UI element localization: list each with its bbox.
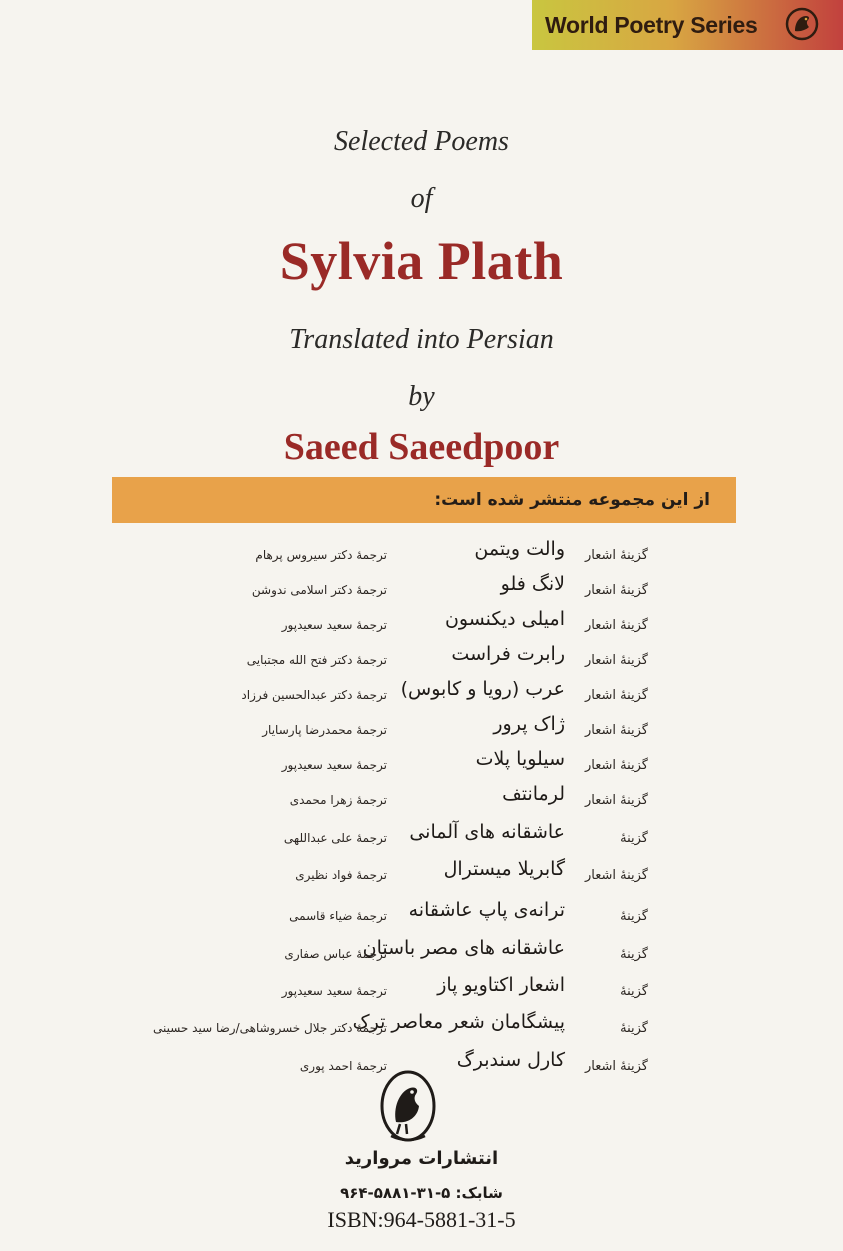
book-type: گزینهٔ (620, 984, 648, 999)
book-type: گزینهٔ (620, 947, 648, 962)
book-translator: ترجمهٔ سعید سعیدپور (281, 984, 387, 998)
book-translator: ترجمهٔ دکتر جلال خسروشاهی/رضا سید حسینی (152, 1021, 387, 1035)
series-badge (532, 0, 843, 50)
title-line-selected-poems: Selected Poems (334, 126, 509, 157)
book-type: گزینهٔ اشعار (584, 548, 648, 563)
book-translator: ترجمهٔ محمدرضا پارسایار (262, 723, 387, 737)
list-item (0, 713, 843, 749)
book-translator: ترجمهٔ دکتر عبدالحسین فرزاد (241, 688, 387, 702)
book-type: گزینهٔ اشعار (584, 758, 648, 773)
collection-header-bar (112, 477, 736, 523)
book-title: اشعار اکتاویو پاز (437, 974, 565, 996)
book-title: گابریلا میسترال (443, 858, 565, 880)
book-translator: ترجمهٔ عباس صفاری (284, 947, 387, 961)
bird-logo-icon (379, 1070, 437, 1150)
collection-header: از این مجموعه منتشر شده است: (434, 490, 710, 510)
list-item (0, 748, 843, 784)
book-translator: ترجمهٔ دکتر فتح الله مجتبایی (246, 653, 387, 667)
book-title: پیشگامان شعر معاصر ترک (352, 1011, 565, 1033)
book-title: والت ویتمن (474, 538, 565, 560)
isbn-persian: شابک: ۵-۳۱-۵۸۸۱-۹۶۴ (340, 1184, 503, 1202)
book-type: گزینهٔ اشعار (584, 868, 648, 883)
book-type: گزینهٔ (620, 831, 648, 846)
book-type: گزینهٔ اشعار (584, 583, 648, 598)
book-title: رابرت فراست (451, 643, 565, 665)
book-translator: ترجمهٔ احمد پوری (299, 1059, 387, 1073)
isbn-latin: ISBN:964-5881-31-5 (327, 1207, 516, 1232)
list-item (0, 538, 843, 574)
publisher-name: انتشارات مروارید (344, 1148, 499, 1169)
book-title: ترانه‌ی پاپ عاشقانه (408, 899, 565, 921)
book-type: گزینهٔ اشعار (584, 618, 648, 633)
book-title: عاشقانه های مصر باستان (362, 937, 565, 959)
list-item (0, 899, 843, 935)
author-name: Sylvia Plath (279, 231, 564, 291)
book-title: سیلویا پلات (475, 748, 565, 770)
list-item (0, 858, 843, 894)
book-translator: ترجمهٔ دکتر اسلامی ندوشن (251, 583, 387, 597)
bird-icon (785, 7, 819, 41)
book-type: گزینهٔ اشعار (584, 653, 648, 668)
book-type: گزینهٔ (620, 1021, 648, 1036)
list-item (0, 608, 843, 644)
book-translator: ترجمهٔ ضیاء قاسمی (289, 909, 387, 923)
book-translator: ترجمهٔ فواد نظیری (295, 868, 387, 882)
list-item (0, 974, 843, 1010)
title-line-of: of (410, 183, 433, 214)
book-title: لرمانتف (502, 783, 565, 805)
book-type: گزینهٔ (620, 909, 648, 924)
book-translator: ترجمهٔ سعید سعیدپور (281, 758, 387, 772)
book-title: عاشقانه های آلمانی (409, 821, 565, 843)
list-item (0, 678, 843, 714)
list-item (0, 783, 843, 819)
list-item (0, 937, 843, 973)
book-translator: ترجمهٔ علی عبداللهی (283, 831, 387, 845)
list-item (0, 821, 843, 857)
book-translator: ترجمهٔ سعید سعیدپور (281, 618, 387, 632)
title-line-translated: Translated into Persian (289, 324, 554, 355)
book-title: ژاک پرور (493, 713, 565, 735)
book-type: گزینهٔ اشعار (584, 688, 648, 703)
translator-name: Saeed Saeedpoor (283, 426, 560, 468)
book-translator: ترجمهٔ دکتر سیروس پرهام (255, 548, 387, 562)
list-item (0, 643, 843, 679)
series-label: World Poetry Series (545, 11, 758, 38)
book-title: عرب (رویا و کابوس) (400, 678, 565, 700)
book-title: لانگ فلو (500, 573, 565, 595)
book-translator: ترجمهٔ زهرا محمدی (289, 793, 387, 807)
list-item (0, 573, 843, 609)
book-title: کارل سندبرگ (456, 1049, 565, 1071)
list-item (0, 1011, 843, 1047)
book-type: گزینهٔ اشعار (584, 1059, 648, 1074)
book-title: امیلی دیکنسون (444, 608, 565, 630)
book-type: گزینهٔ اشعار (584, 793, 648, 808)
book-type: گزینهٔ اشعار (584, 723, 648, 738)
title-line-by: by (408, 381, 435, 412)
